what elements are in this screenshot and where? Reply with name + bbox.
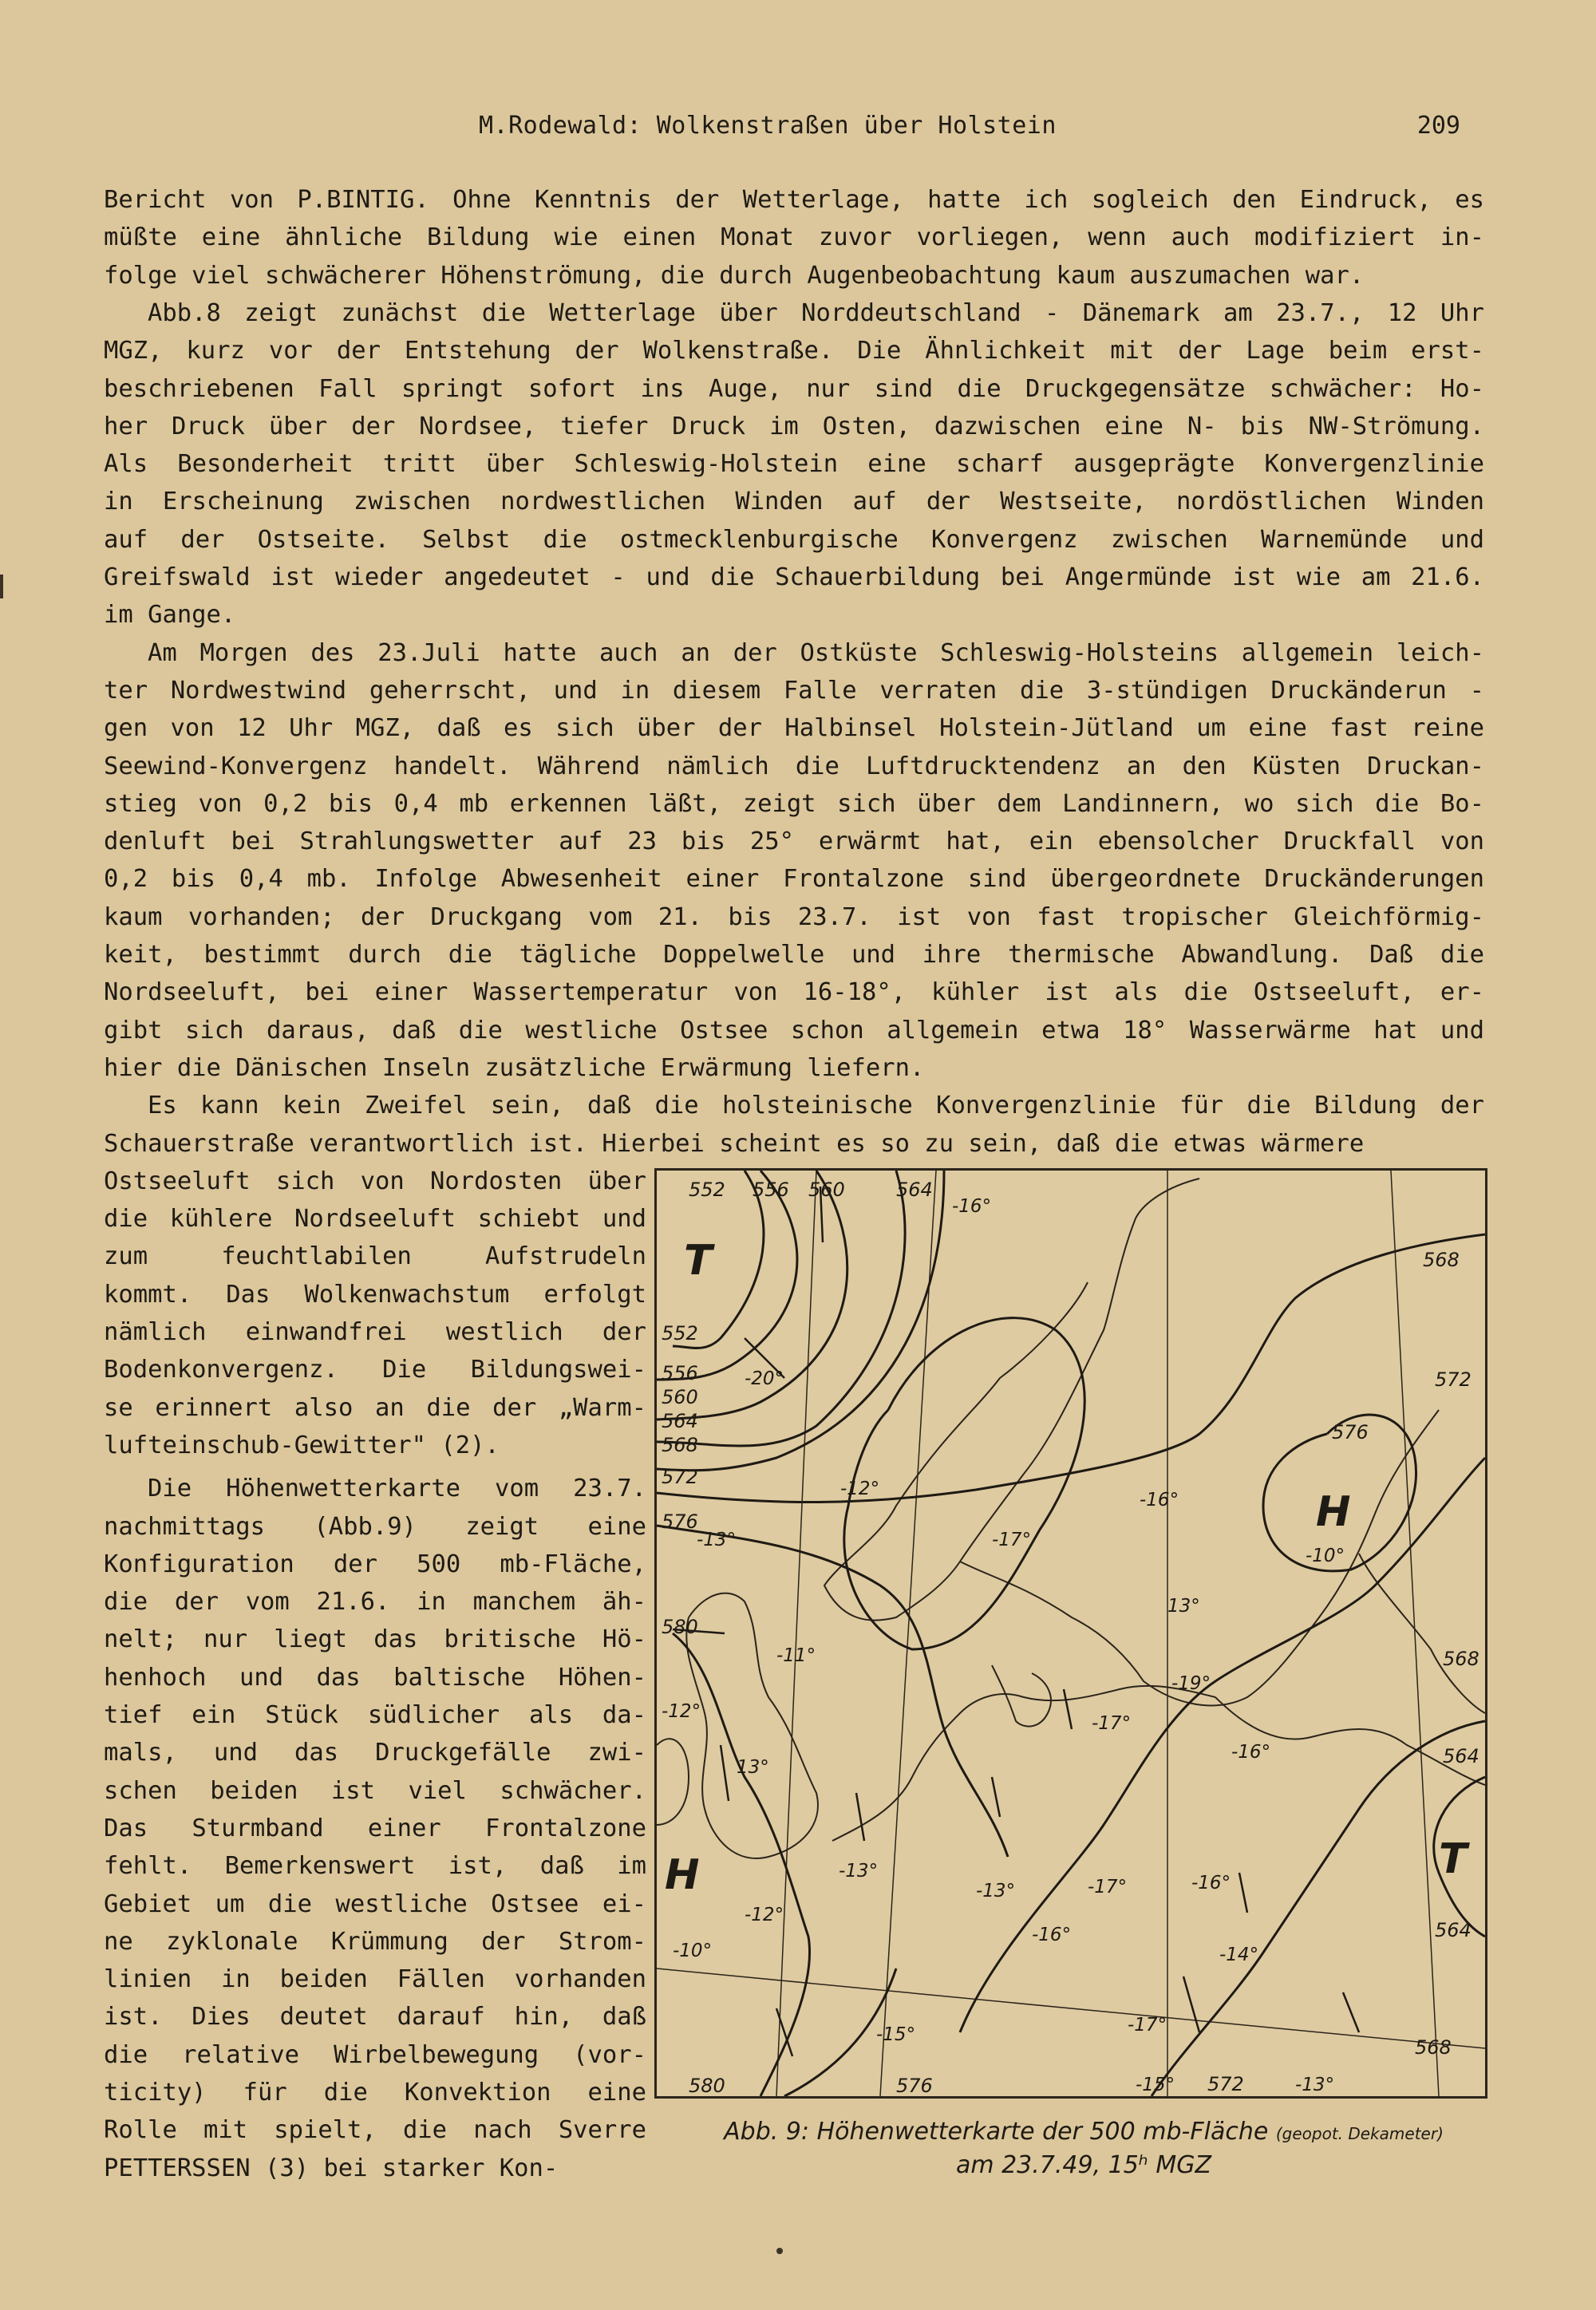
wind-barb	[1183, 1976, 1199, 2032]
temp-label: -17°	[1092, 1713, 1132, 1734]
text-line: schen beiden ist viel schwächer.	[104, 1777, 646, 1805]
contour-576-loop	[844, 1318, 1084, 1649]
wind-barb	[1343, 1992, 1359, 2032]
temp-label: -14°	[1219, 1945, 1259, 1965]
label-right-564: 564	[1443, 1745, 1479, 1767]
coastlines	[657, 1179, 1485, 1858]
caption-main: Abb. 9: Höhenwetterkarte der 500 mb-Fläche	[724, 2118, 1269, 2146]
text-line: Nordseeluft, bei einer Wassertemperatur von 16-18°, kühler ist als die Ostseeluft, er-	[104, 978, 1484, 1006]
label-top-552: 552	[689, 1179, 725, 1201]
label-left-564: 564	[662, 1410, 698, 1432]
running-title: M.Rodewald: Wolkenstraßen über Holstein	[479, 112, 1057, 140]
label-left-568: 568	[662, 1434, 698, 1456]
temp-label: -17°	[1128, 2015, 1167, 2036]
text-line: ticity) für die Konvektion eine	[104, 2079, 646, 2107]
ireland-coast	[657, 1739, 689, 1825]
label-bottom-572: 572	[1207, 2073, 1244, 2095]
text-line: auf der Ostseite. Selbst die ostmecklenburgische Konvergenz zwischen Warnemünde und	[104, 526, 1484, 554]
text-line: gibt sich daraus, daß die westliche Ostsee schon allgemein etwa 18° Wasserwärme hat und	[104, 1017, 1484, 1044]
high-baltic-label: H	[1316, 1488, 1351, 1536]
system-labels	[665, 1237, 1470, 1899]
text-line: henhoch und das baltische Höhen-	[104, 1664, 646, 1692]
label-right-564b: 564	[1435, 1919, 1472, 1941]
sweden-coast	[960, 1410, 1439, 1705]
label-right-568b: 568	[1443, 1648, 1479, 1670]
upper-air-map-figure	[654, 1168, 1487, 2099]
text-line: MGZ, kurz vor der Entstehung der Wolkenstraße. Die Ähnlichkeit mit der Lage beim erst-	[104, 337, 1484, 365]
label-right-572: 572	[1435, 1368, 1472, 1391]
text-line: kommt. Das Wolkenwachstum erfolgt	[104, 1281, 646, 1309]
text-line: 0,2 bis 0,4 mb. Infolge Abwesenheit einer Frontalzone sind übergeordnete Druckänderungen	[104, 865, 1484, 893]
temp-label: -12°	[745, 1905, 784, 1925]
text-line: ist. Dies deutet darauf hin, daß	[104, 2003, 646, 2031]
text-line: gen von 12 Uhr MGZ, daß es sich über der Halbinsel Holstein-Jütland um eine fast reine	[104, 714, 1484, 742]
caption-unit: (geopot. Dekameter)	[1275, 2124, 1444, 2143]
text-line: Abb.8 zeigt zunächst die Wetterlage über Norddeutschland - Dänemark am 23.7., 12 Uhr	[148, 299, 1484, 327]
page-dot	[776, 2248, 783, 2254]
margin-mark	[0, 575, 3, 598]
text-line: se erinnert also an die der „Warm-	[104, 1394, 646, 1422]
wind-barb	[721, 1745, 729, 1801]
text-line: in Erscheinung zwischen nordwestlichen Winden auf der Westseite, nordöstlichen Winden	[104, 488, 1484, 515]
text-line: zum feuchtlabilen Aufstrudeln	[104, 1242, 646, 1270]
text-line: die der vom 21.6. in manchem äh-	[104, 1588, 646, 1616]
text-line: nämlich einwandfrei westlich der	[104, 1318, 646, 1346]
running-header	[104, 112, 1460, 148]
temp-label: -10°	[673, 1941, 713, 1961]
text-line: Schauerstraße verantwortlich ist. Hierbei scheint es so zu sein, daß die etwas wärmere	[104, 1130, 1365, 1158]
contour-568	[657, 1171, 944, 1471]
text-line: lufteinschub-Gewitter" (2).	[104, 1431, 500, 1459]
text-line: nelt; nur liegt das britische Hö-	[104, 1625, 646, 1653]
temp-label: -13°	[839, 1861, 879, 1882]
temp-label: -13°	[976, 1881, 1016, 1901]
wind-barb	[1064, 1689, 1072, 1729]
border-labels	[662, 1179, 1479, 2096]
temp-label: -16°	[1231, 1742, 1271, 1763]
label-left-552: 552	[662, 1322, 698, 1345]
label-left-576: 576	[662, 1510, 698, 1533]
text-line: folge viel schwächerer Höhenströmung, die durch Augenbeobachtung kaum auszumachen war.	[104, 262, 1365, 290]
temp-label: -12°	[840, 1479, 880, 1499]
text-line: fehlt. Bemerkenswert ist, daß im	[104, 1852, 646, 1880]
temp-label: -16°	[1032, 1925, 1072, 1945]
text-line: ne zyklonale Krümmung der Strom-	[104, 1928, 646, 1956]
temp-label: -15°	[876, 2024, 916, 2045]
parallel-1	[657, 1968, 1485, 2048]
label-bottom-580: 580	[689, 2075, 725, 2096]
temp-label: -16°	[1191, 1873, 1231, 1893]
text-line: Bericht von P.BINTIG. Ohne Kenntnis der Wetterlage, hatte ich sogleich den Eindruck, es	[104, 186, 1484, 214]
text-line: Gebiet um die westliche Ostsee ei-	[104, 1890, 646, 1918]
temp-label: -20°	[745, 1368, 784, 1389]
text-line: beschriebenen Fall springt sofort ins Auge, nur sind die Druckgegensätze schwächer: Ho-	[104, 375, 1484, 403]
norway-coast	[824, 1179, 1199, 1621]
label-inner-576: 576	[1332, 1421, 1369, 1443]
label-left-580: 580	[662, 1616, 698, 1638]
text-line: Am Morgen des 23.Juli hatte auch an der Ostküste Schleswig-Holsteins allgemein leich-	[148, 639, 1484, 667]
temp-label: 13°	[1167, 1596, 1200, 1617]
label-bottom-576: 576	[896, 2075, 933, 2096]
label-right-568c: 568	[1415, 2036, 1452, 2059]
text-line: Seewind-Konvergenz handelt. Während nämlich die Luftdrucktendenz an den Küsten Druckan-	[104, 752, 1484, 780]
text-line: Rolle mit spielt, die nach Sverre	[104, 2116, 646, 2144]
text-line: Das Sturmband einer Frontalzone	[104, 1814, 646, 1842]
label-right-568: 568	[1423, 1249, 1460, 1271]
temp-label: -17°	[1088, 1877, 1128, 1897]
temp-label: -10°	[1306, 1546, 1345, 1566]
text-line: Es kann kein Zweifel sein, daß die holsteinische Konvergenzlinie für die Bildung der	[148, 1092, 1484, 1119]
text-line: Ostseeluft sich von Nordosten über	[104, 1167, 646, 1195]
label-left-560: 560	[662, 1386, 698, 1408]
temp-label: 13°	[737, 1757, 769, 1778]
low-se-label: T	[1439, 1835, 1468, 1883]
temperature-labels	[662, 1196, 1345, 2095]
wind-barb	[992, 1777, 1000, 1817]
text-line: Als Besonderheit tritt über Schleswig-Holstein eine scharf ausgeprägte Konvergenzlinie	[104, 450, 1484, 478]
wind-barb	[1239, 1873, 1247, 1913]
contour-556	[657, 1171, 797, 1380]
text-line: im Gange.	[104, 601, 236, 629]
text-line: stieg von 0,2 bis 0,4 mb erkennen läßt, zeigt sich über dem Landinnern, wo sich die Bo-	[104, 790, 1484, 818]
temp-label: -17°	[992, 1530, 1032, 1550]
temp-label: -16°	[952, 1196, 992, 1217]
finland-coast	[1359, 1554, 1485, 1713]
text-line: linien in beiden Fällen vorhanden	[104, 1965, 646, 1993]
temp-label: -11°	[776, 1645, 816, 1666]
figure-caption	[669, 2116, 1499, 2182]
text-line: her Druck über der Nordsee, tiefer Druck im Osten, dazwischen eine N- bis NW-Strömung.	[104, 413, 1484, 440]
text-line: denluft bei Strahlungswetter auf 23 bis 25° erwärmt hat, ein ebensolcher Druckfall von	[104, 827, 1484, 855]
text-line: nachmittags (Abb.9) zeigt eine	[104, 1513, 646, 1541]
label-top-560: 560	[808, 1179, 845, 1201]
caption-date: am 23.7.49, 15ʰ MGZ	[955, 2151, 1212, 2179]
temp-label: -16°	[1140, 1490, 1179, 1510]
text-line: die kühlere Nordseeluft schiebt und	[104, 1205, 646, 1233]
wind-barb	[856, 1793, 864, 1841]
temp-label: -12°	[662, 1701, 701, 1722]
label-top-556: 556	[753, 1179, 789, 1201]
text-line: PETTERSSEN (3) bei starker Kon-	[104, 2154, 559, 2182]
temp-label: -19°	[1171, 1673, 1211, 1694]
text-line: keit, bestimmt durch die tägliche Doppelwelle und ihre thermische Abwandlung. Daß die	[104, 941, 1484, 969]
text-line: die relative Wirbelbewegung (vor-	[104, 2041, 646, 2069]
text-line: hier die Dänischen Inseln zusätzliche Erwärmung liefern.	[104, 1054, 925, 1082]
map-svg	[657, 1171, 1485, 2096]
text-line: Konfiguration der 500 mb-Fläche,	[104, 1550, 646, 1578]
meridian-4	[1391, 1171, 1439, 2096]
text-line: mals, und das Druckgefälle zwi-	[104, 1739, 646, 1767]
page-number: 209	[1416, 112, 1460, 140]
label-left-572: 572	[662, 1466, 698, 1488]
temp-label: -13°	[1295, 2075, 1335, 2095]
text-line: Bodenkonvergenz. Die Bildungswei-	[104, 1356, 646, 1384]
high-british-label: H	[665, 1851, 700, 1899]
temp-label: -15°	[1136, 2075, 1175, 2095]
text-line: tief ein Stück südlicher als da-	[104, 1701, 646, 1729]
baltic-coast	[1215, 1697, 1485, 1785]
label-top-564: 564	[896, 1179, 933, 1201]
text-line: kaum vorhanden; der Druckgang vom 21. bis 23.7. ist von fast tropischer Gleichförmig-	[104, 903, 1484, 931]
text-line: ter Nordwestwind geherrscht, und in diesem Falle verraten die 3-stündigen Druckänderun -	[104, 677, 1484, 705]
continent-coast	[832, 1686, 1215, 1841]
text-line: müßte eine ähnliche Bildung wie einen Monat zuvor vorliegen, wenn auch modifiziert in-	[104, 223, 1484, 251]
low-nw-label: T	[684, 1237, 713, 1285]
text-line: Die Höhenwetterkarte vom 23.7.	[148, 1475, 646, 1502]
label-left-556: 556	[662, 1362, 698, 1384]
meridian-2	[880, 1171, 936, 2096]
text-line: Greifswald ist wieder angedeutet - und die Schauerbildung bei Angermünde ist wie am 21.6.	[104, 563, 1484, 591]
temp-label: -13°	[697, 1530, 737, 1550]
